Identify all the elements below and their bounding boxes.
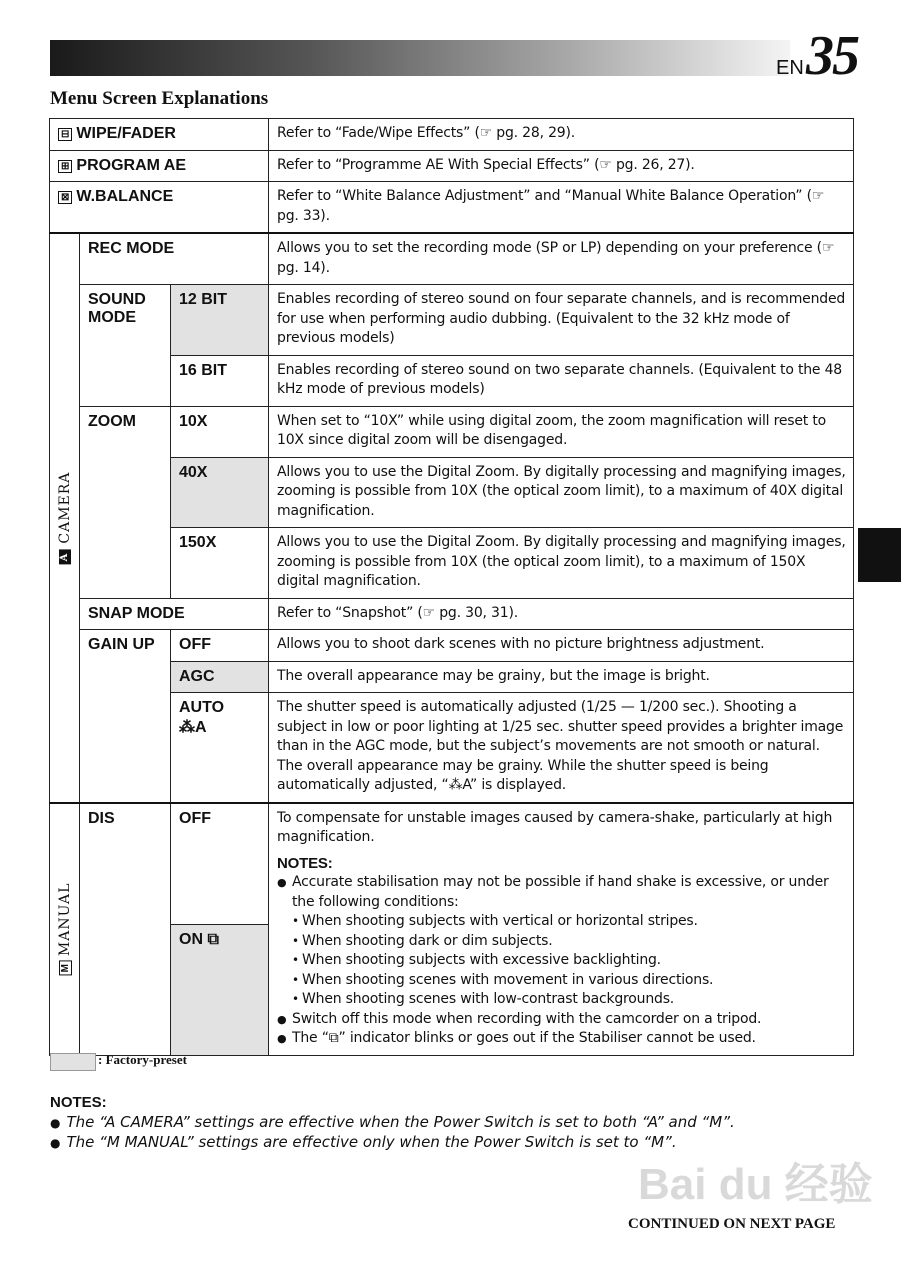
dis-off-label: OFF	[171, 803, 269, 925]
watermark-logo: Bai du 经验	[638, 1160, 873, 1209]
continued-label: CONTINUED ON NEXT PAGE	[628, 1216, 836, 1232]
zoom-150x-desc: Allows you to use the Digital Zoom. By digitally processing and magnifying images, zooming is possible from 10X (the optical zoom limit), to a maximum of 150X digital magnification.	[269, 528, 854, 599]
table-row	[50, 630, 854, 662]
camera-group-label: ACAMERA	[50, 233, 80, 803]
footnotes-heading: NOTES:	[50, 1094, 107, 1111]
section-title: Menu Screen Explanations	[50, 88, 269, 109]
wipe-fader-item	[50, 119, 269, 151]
program-ae-desc: Refer to “Programme AE With Special Effects” (☞ pg. 26, 27).	[269, 150, 854, 182]
gain-agc-desc: The overall appearance may be grainy, but the image is bright.	[269, 661, 854, 693]
wipe-fader-icon: ⊟	[58, 128, 72, 141]
white-balance-item	[50, 182, 269, 234]
list-item: ● Switch off this mode when recording with the camcorder on a tripod.	[277, 1010, 847, 1030]
dis-notes-list	[277, 873, 847, 1049]
program-ae-label: PROGRAM AE	[76, 156, 187, 174]
manual-group-label: MMANUAL	[50, 803, 80, 1056]
footnote-1: ● The “A CAMERA” settings are effective when the Power Switch is set to both “A” and “M”.	[50, 1113, 735, 1131]
white-balance-desc: Refer to “White Balance Adjustment” and “Manual White Balance Operation” (☞ pg. 33).	[269, 182, 854, 234]
gain-agc-label: AGC	[171, 661, 269, 693]
gain-auto-label: AUTO ⁂A	[171, 693, 269, 803]
table-row	[50, 355, 854, 406]
factory-preset-legend: : Factory-preset	[98, 1052, 187, 1067]
table-row	[50, 803, 854, 925]
zoom-150x-label: 150X	[171, 528, 269, 599]
sound-mode-label: SOUND MODE	[80, 285, 171, 407]
table-row	[50, 693, 854, 803]
page-number: 35	[806, 25, 858, 87]
list-item: • When shooting scenes with low-contrast backgrounds.	[292, 990, 847, 1010]
sound-16bit-desc: Enables recording of stereo sound on two separate channels. (Equivalent to the 48 kHz mode of previous models)	[269, 355, 854, 406]
list-item: • When shooting scenes with movement in various directions.	[292, 971, 847, 991]
camera-mode-icon: A	[59, 549, 71, 564]
list-item: ● The “⧉” indicator blinks or goes out if the Stabiliser cannot be used.	[277, 1029, 847, 1049]
zoom-label: ZOOM	[80, 406, 171, 598]
dis-on-label: ON ⧉	[171, 924, 269, 1055]
table-row	[50, 457, 854, 528]
table-row	[50, 182, 854, 234]
table-row	[50, 150, 854, 182]
rec-mode-label: REC MODE	[80, 233, 269, 285]
list-item: • When shooting subjects with excessive backlighting.	[292, 951, 847, 971]
dis-conditions-list	[292, 912, 847, 1010]
list-item: • When shooting dark or dim subjects.	[292, 932, 847, 952]
dis-label: DIS	[80, 803, 171, 1056]
program-ae-icon: ⊞	[58, 160, 72, 173]
snap-mode-label: SNAP MODE	[80, 598, 269, 630]
menu-explanations-table	[49, 118, 854, 1056]
dis-notes-heading: NOTES:	[277, 854, 333, 872]
table-row	[50, 598, 854, 630]
program-ae-item	[50, 150, 269, 182]
dis-desc: To compensate for unstable images caused by camera-shake, particularly at high magnification. NOTES: ● Accurate stabilisation may not be possible if hand shake is excessive, or under the following conditions: • When shooting subjects with vertical or horizontal stripes. • When shooting dark or dim subjects. • When shooting subjects with excessive backlighting. • When shooting scenes with movement in various directions. • When shooting scenes with low-contrast backgrounds. ● Switch off this mode when recording with the camcorder on a tripod. ● The “⧉” indicator blinks or goes out if the Stabiliser cannot be used.	[269, 803, 854, 1056]
snap-mode-desc: Refer to “Snapshot” (☞ pg. 30, 31).	[269, 598, 854, 630]
table-row	[50, 119, 854, 151]
sound-12bit-desc: Enables recording of stereo sound on four separate channels, and is recommended for use when performing audio dubbing. (Equivalent to the 32 kHz mode of previous models)	[269, 285, 854, 356]
auto-gain-icon: ⁂A	[179, 719, 207, 736]
gain-up-label: GAIN UP	[80, 630, 171, 803]
table-row	[50, 528, 854, 599]
table-row	[50, 233, 854, 285]
gain-off-desc: Allows you to shoot dark scenes with no picture brightness adjustment.	[269, 630, 854, 662]
wipe-fader-desc: Refer to “Fade/Wipe Effects” (☞ pg. 28, 29).	[269, 119, 854, 151]
footnote-2: ● The “M MANUAL” settings are effective only when the Power Switch is set to “M”.	[50, 1133, 677, 1151]
table-row	[50, 661, 854, 693]
factory-preset-swatch	[50, 1053, 96, 1071]
gain-auto-desc: The shutter speed is automatically adjusted (1/25 — 1/200 sec.). Shooting a subject in low or poor lighting at 1/25 sec. shutter speed provides a brighter image than in the AGC mode, but the subject’s movements are not smooth or natural. The overall appearance may be grainy. While the shutter speed is being automatically adjusted, “⁂A” is displayed.	[269, 693, 854, 803]
header-gradient-bar	[50, 40, 790, 76]
chapter-tab	[858, 528, 901, 582]
list-item: • When shooting subjects with vertical or horizontal stripes.	[292, 912, 847, 932]
table-row	[50, 285, 854, 356]
zoom-10x-label: 10X	[171, 406, 269, 457]
white-balance-icon: ⊠	[58, 191, 72, 204]
sound-12bit-label: 12 BIT	[171, 285, 269, 356]
zoom-40x-desc: Allows you to use the Digital Zoom. By digitally processing and magnifying images, zooming is possible from 10X (the optical zoom limit), to a maximum of 40X digital magnification.	[269, 457, 854, 528]
table-row	[50, 406, 854, 457]
language-code: EN	[776, 57, 804, 79]
gain-off-label: OFF	[171, 630, 269, 662]
wipe-fader-label: WIPE/FADER	[76, 125, 176, 142]
zoom-10x-desc: When set to “10X” while using digital zoom, the zoom magnification will reset to 10X since digital zoom will be disengaged.	[269, 406, 854, 457]
rec-mode-desc: Allows you to set the recording mode (SP or LP) depending on your preference (☞ pg. 14).	[269, 233, 854, 285]
zoom-40x-label: 40X	[171, 457, 269, 528]
list-item: ● Accurate stabilisation may not be possible if hand shake is excessive, or under the following conditions: • When shooting subjects with vertical or horizontal stripes. • When shooting dark or dim subjects. • When shooting subjects with excessive backlighting. • When shooting scenes with movement in various directions. • When shooting scenes with low-contrast backgrounds.	[277, 873, 847, 1010]
white-balance-label: W.BALANCE	[76, 188, 174, 205]
manual-mode-icon: M	[59, 960, 72, 975]
sound-16bit-label: 16 BIT	[171, 355, 269, 406]
